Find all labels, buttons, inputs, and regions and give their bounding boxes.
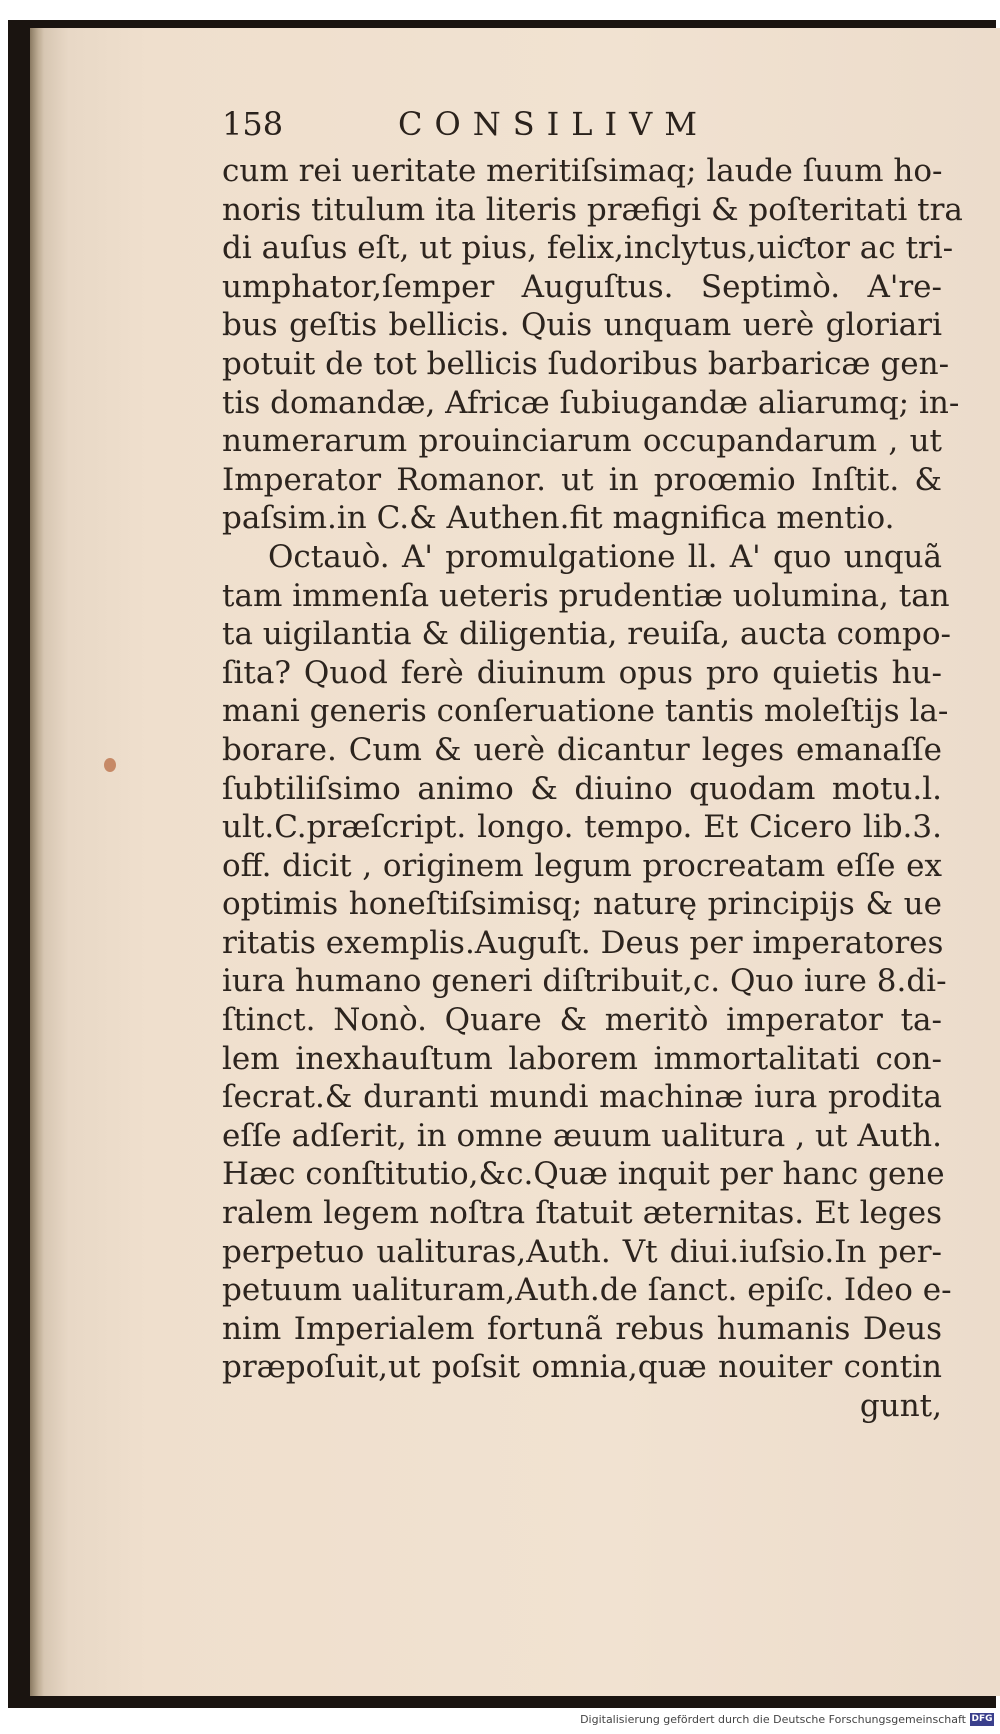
- text-line: borare. Cum & uerè dicantur leges emanaſſe: [222, 731, 942, 768]
- text-line: potuit de tot bellicis ſudoribus barbaricæ gen-: [222, 345, 950, 382]
- text-line: di auſus eſt, ut pius, felix,inclytus,uiƈtor ac tri-: [222, 230, 954, 267]
- text-line: tam immenſa ueteris prudentiæ uolumina, tan: [222, 577, 950, 614]
- funding-credit: Digitalisierung gefördert durch die Deutsche Forschungsgemeinschaft: [580, 1713, 966, 1726]
- digitization-footer: [0, 1710, 1000, 1734]
- body-text: [222, 152, 963, 1426]
- text-line: mani generis conſeruatione tantis moleſtijs la-: [222, 693, 949, 730]
- paragraph-start-line: Octauò. A' promulgatione ll. A' quo unquã: [268, 538, 942, 575]
- text-line: ſubtiliſsimo animo & diuino quodam motu.l.: [222, 770, 942, 807]
- text-line: perpetuo ualituras,Auth. Vt diui.iuſsio.In per-: [222, 1233, 942, 1270]
- dfg-logo-icon: DFG: [971, 1714, 993, 1724]
- text-line: umphator,ſemper Auguſtus. Septimò. A're-: [222, 268, 942, 305]
- text-line: ſecrat.& duranti mundi machinæ iura prodita: [222, 1079, 942, 1116]
- text-line: optimis honeſtiſsimisq; naturę principijs & ue: [222, 886, 942, 923]
- text-line: ſita? Quod ferè diuinum opus pro quietis hu-: [222, 654, 942, 691]
- text-line: eſſe adſerit, in omne æuum ualitura , ut Auth.: [222, 1117, 942, 1154]
- text-line: noris titulum ita literis præfigi & poſteritati tra: [222, 191, 963, 228]
- text-line: numerarum prouinciarum occupandarum , ut: [222, 423, 942, 460]
- text-line: off. dicit , originem legum procreatam eſſe ex: [222, 847, 942, 884]
- catchword: gunt,: [859, 1388, 942, 1424]
- text-line: ritatis exemplis.Auguſt. Deus per imperatores: [222, 924, 944, 961]
- page-gutter-shadow: [30, 28, 44, 1696]
- text-line: Imperator Romanor. ut in proœmio Inſtit. &: [222, 461, 942, 498]
- text-line: petuum ualituram,Auth.de ſanct. epiſc. Ideo e-: [222, 1272, 952, 1309]
- text-line: ralem legem noſtra ſtatuit æternitas. Et leges: [222, 1195, 942, 1232]
- text-line: tis domandæ, Africæ ſubiugandæ aliarumq; in-: [222, 384, 960, 421]
- text-line: iura humano generi diſtribuit,c. Quo iure 8.di-: [222, 963, 947, 1000]
- text-line: cum rei ueritate meritiſsimaq; laude ſuum ho-: [222, 153, 943, 189]
- text-line: paſsim.in C.& Authen.fit magnifica mentio.: [222, 500, 895, 537]
- text-line: ta uigilantia & diligentia, reuiſa, aucta compo-: [222, 616, 951, 653]
- page-stain: [104, 758, 116, 772]
- text-line: ſtinct. Nonò. Quare & meritò imperator ta-: [222, 1002, 942, 1039]
- page-number: 158: [222, 105, 284, 143]
- text-line: Hæc conſtitutio,&c.Quæ inquit per hanc gene: [222, 1156, 945, 1193]
- text-line: præpoſuit,ut poſsit omnia,quæ nouiter contin: [222, 1349, 942, 1386]
- text-line: lem inexhauſtum laborem immortalitati con-: [222, 1040, 942, 1077]
- text-line: bus geſtis bellicis. Quis unquam uerè gloriari: [222, 307, 942, 344]
- text-line: nim Imperialem fortunã rebus humanis Deus: [222, 1310, 942, 1347]
- text-line: ult.C.præſcript. longo. tempo. Et Cicero lib.3.: [222, 809, 942, 846]
- running-title: CONSILIVM: [398, 105, 710, 143]
- page-header: [222, 105, 922, 155]
